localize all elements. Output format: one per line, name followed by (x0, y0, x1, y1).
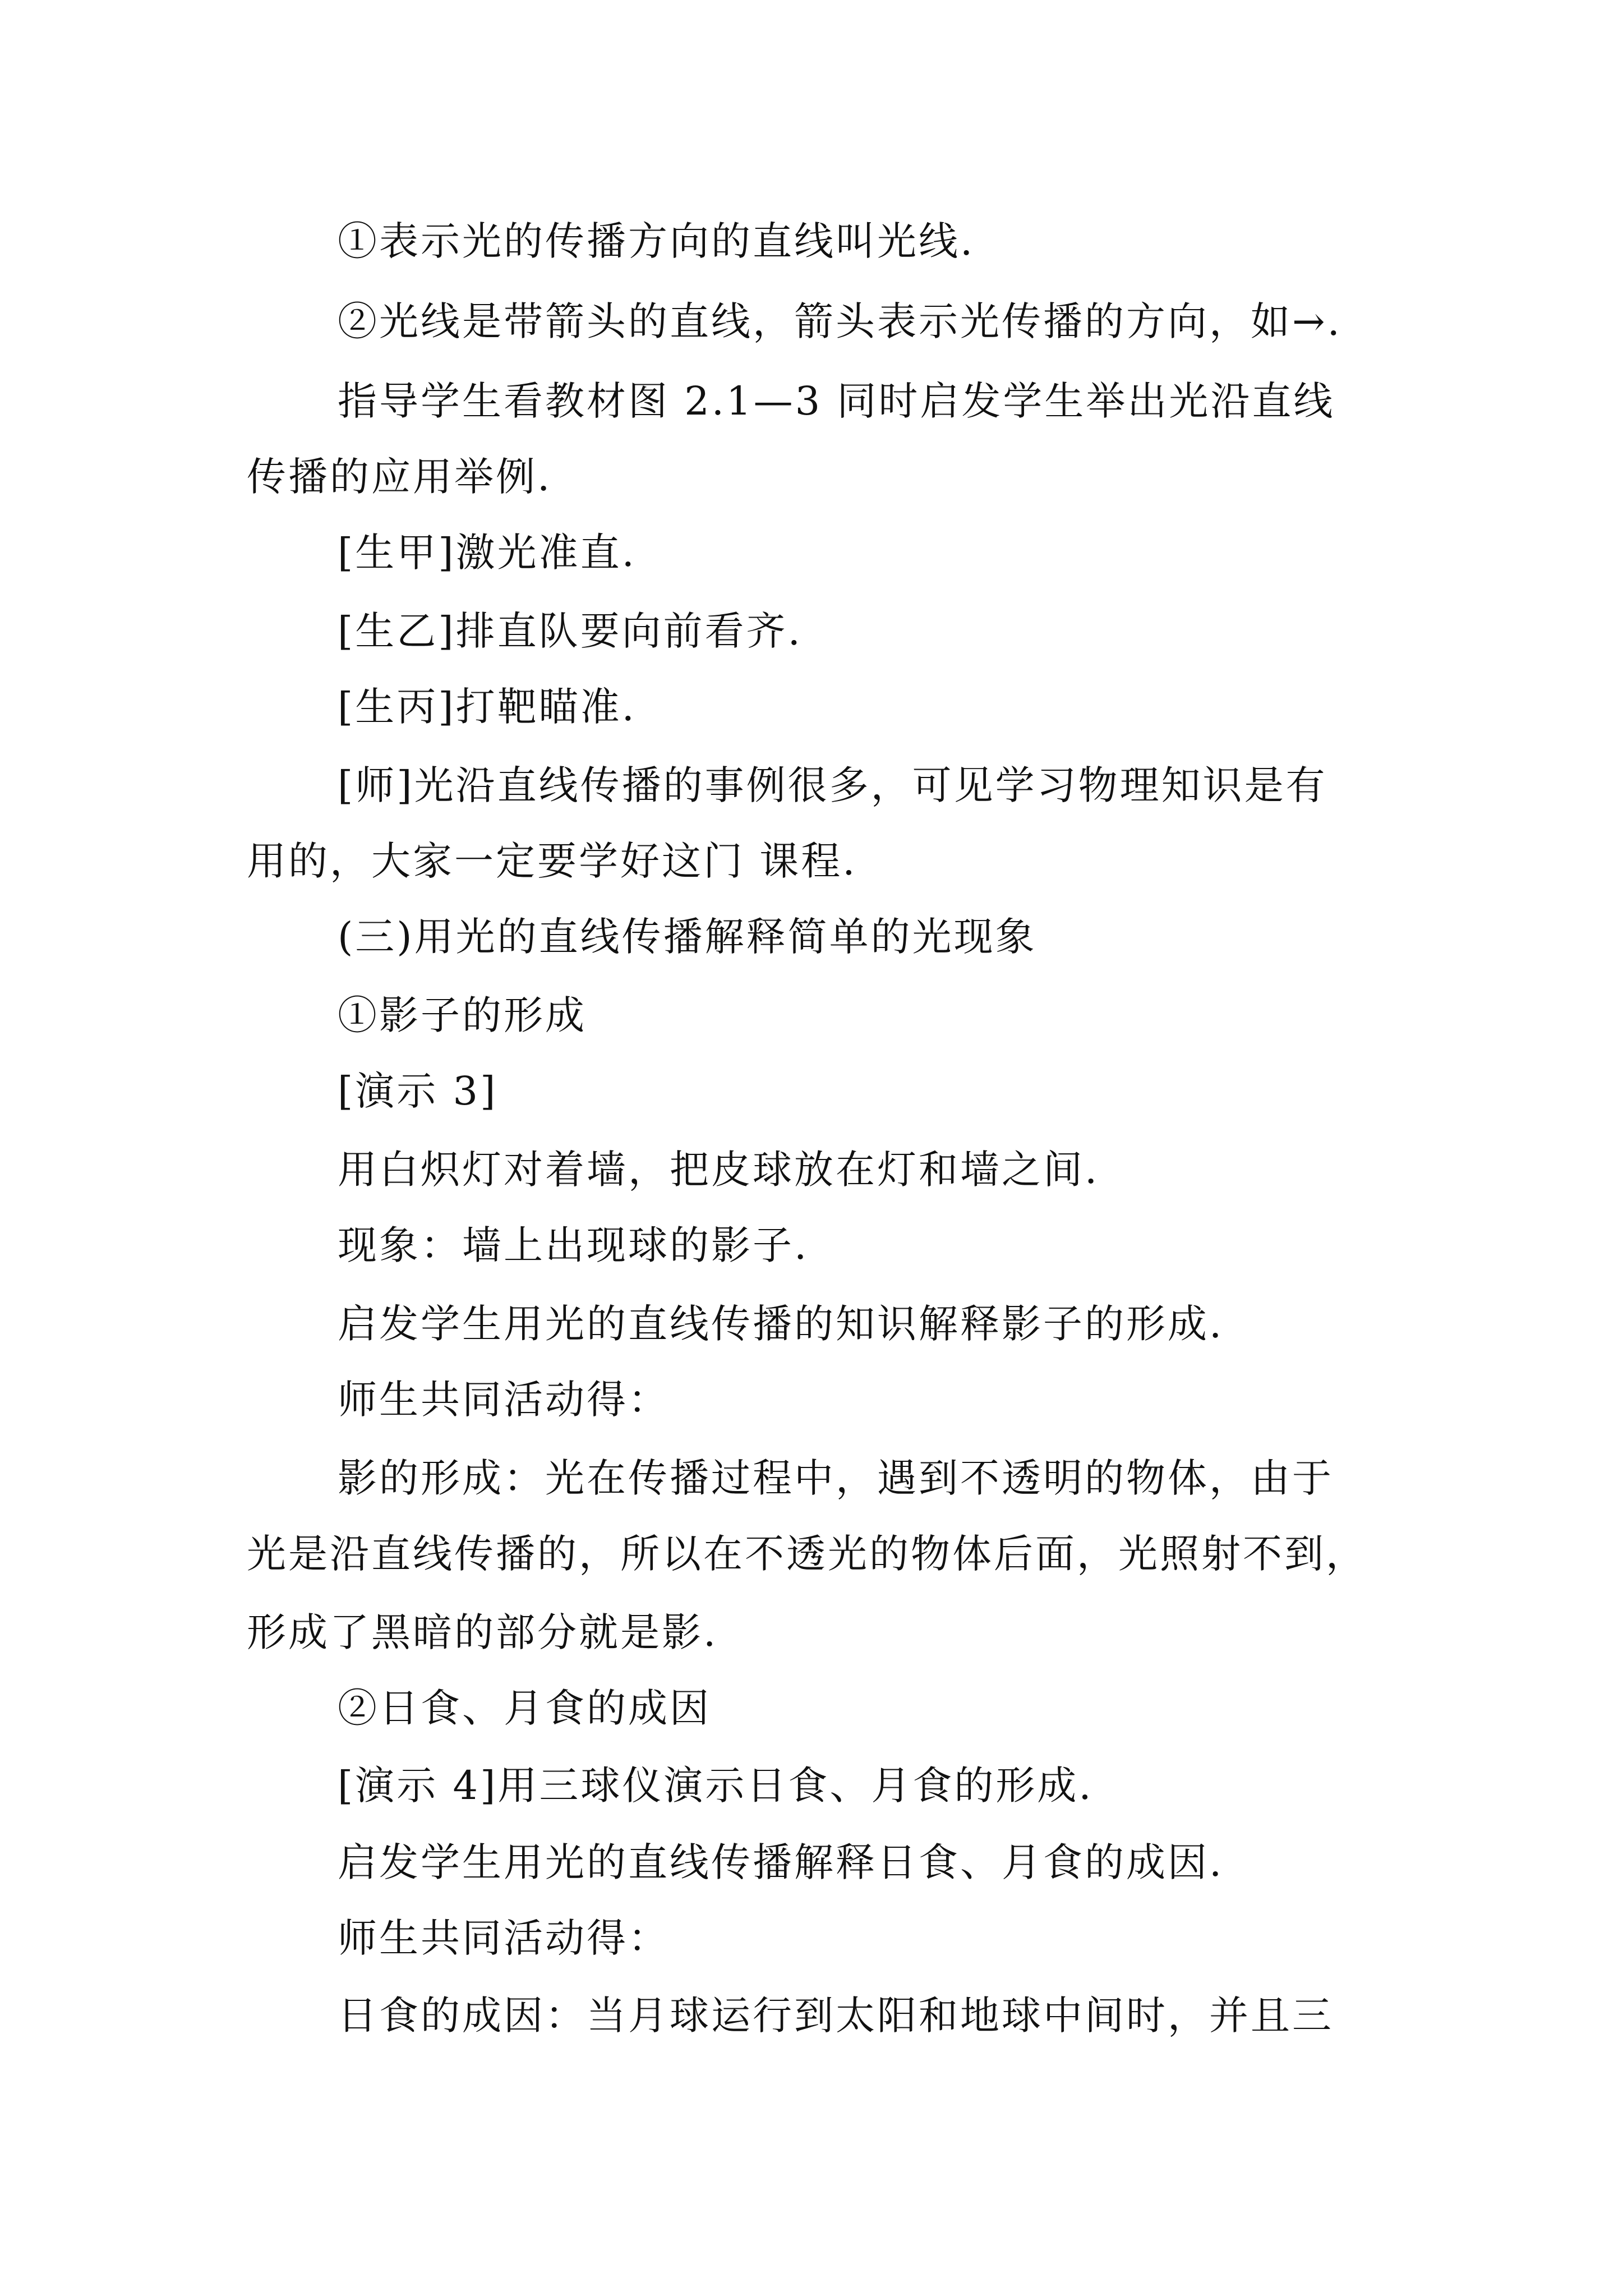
text-line: (三)用光的直线传播解释简单的光现象 (338, 914, 1037, 960)
text-line: 传播的应用举例. (247, 454, 552, 500)
text-line: ①影子的形成 (338, 992, 587, 1038)
text-line: [生乙]排直队要向前看齐. (338, 608, 803, 654)
text-line: 日食的成因：当月球运行到太阳和地球中间时，并且三 (338, 1993, 1334, 2039)
text-line: [生丙]打靶瞄准. (338, 684, 637, 730)
text-line: 用的，大家一定要学好这门 课程. (247, 838, 857, 884)
text-line: [师]光沿直线传播的事例很多，可见学习物理知识是有 (338, 762, 1327, 808)
text-line: ②日食、月食的成因 (338, 1685, 711, 1731)
text-line: 现象：墙上出现球的影子. (338, 1222, 809, 1268)
text-line: 指导学生看教材图 2.1—3 同时启发学生举出光沿直线 (338, 378, 1335, 424)
text-line: ②光线是带箭头的直线，箭头表示光传播的方向，如→. (338, 298, 1342, 344)
text-line: 启发学生用光的直线传播解释日食、月食的成因. (338, 1839, 1224, 1885)
text-line: 启发学生用光的直线传播的知识解释影子的形成. (338, 1301, 1224, 1347)
text-line: 师生共同活动得： (338, 1915, 670, 1961)
text-line: 影的形成：光在传播过程中，遇到不透明的物体，由于 (338, 1455, 1334, 1501)
text-line: [演示 4]用三球仪演示日食、月食的形成. (338, 1763, 1094, 1809)
text-line: 师生共同活动得： (338, 1377, 670, 1423)
text-line: [生甲]激光准直. (338, 530, 637, 576)
text-line: 用白炽灯对着墙，把皮球放在灯和墙之间. (338, 1147, 1100, 1193)
text-line: ①表示光的传播方向的直线叫光线. (338, 218, 975, 264)
text-line: [演示 3] (338, 1068, 498, 1114)
text-line: 形成了黑暗的部分就是影. (247, 1609, 718, 1655)
text-line: 光是沿直线传播的，所以在不透光的物体后面，光照射不到， (247, 1531, 1367, 1577)
